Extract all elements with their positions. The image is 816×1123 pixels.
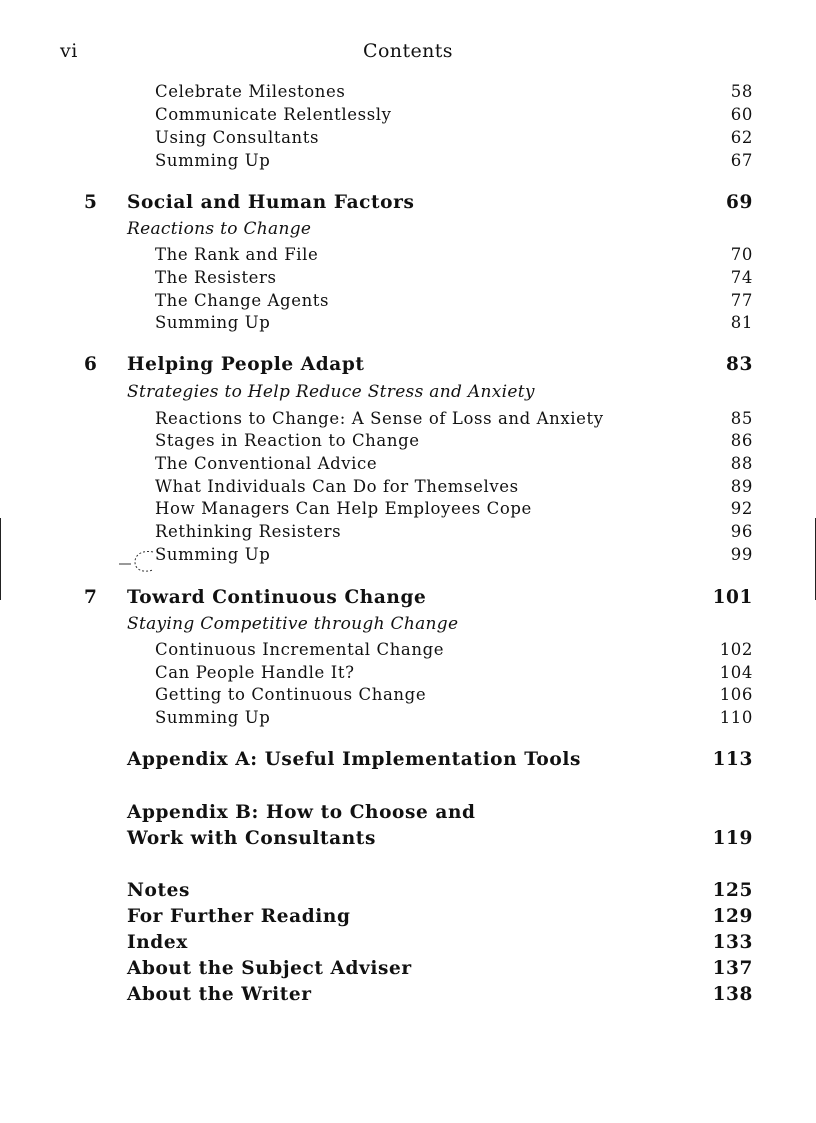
entry-page: 67 — [730, 151, 753, 170]
entry-page: 81 — [730, 313, 753, 332]
toc-entry — [155, 497, 753, 521]
entry-title: Reactions to Change: A Sense of Loss and Anxiety — [155, 409, 604, 428]
appendix-title: Work with Consultants — [127, 828, 376, 849]
toc-entry — [155, 266, 753, 290]
toc-entry — [155, 543, 753, 567]
page-number: vi — [60, 40, 78, 62]
pencil-mark-icon — [117, 548, 157, 576]
entry-title: Getting to Continuous Change — [155, 685, 427, 704]
entry-page: 74 — [730, 268, 753, 287]
entry-page: 110 — [719, 708, 753, 727]
toc-entry — [155, 452, 753, 476]
backmatter-page: 137 — [712, 958, 753, 979]
entry-title: The Change Agents — [155, 291, 330, 310]
appendix-title: Appendix B: How to Choose and — [127, 802, 476, 823]
entry-title: The Resisters — [155, 268, 277, 287]
entry-title: Communicate Relentlessly — [155, 105, 392, 124]
backmatter-title: For Further Reading — [127, 906, 351, 927]
chapter-page: 69 — [726, 192, 753, 213]
backmatter-title: About the Writer — [127, 984, 312, 1005]
chapter-number: 7 — [84, 587, 98, 608]
backmatter-page: 129 — [712, 906, 753, 927]
running-title: Contents — [363, 40, 453, 62]
toc-entry — [155, 289, 753, 313]
backmatter-entry — [127, 957, 753, 981]
backmatter-entry — [127, 983, 753, 1007]
entry-page: 60 — [730, 105, 753, 124]
chapter-subtitle: Strategies to Help Reduce Stress and Anxiety — [127, 382, 535, 402]
entry-title: Summing Up — [155, 545, 271, 564]
backmatter-page: 133 — [712, 932, 753, 953]
chapter-page: 101 — [712, 587, 753, 608]
toc-entry — [155, 429, 753, 453]
chapter-title: Social and Human Factors — [127, 192, 415, 213]
entry-title: Rethinking Resisters — [155, 522, 342, 541]
entry-title: Summing Up — [155, 151, 271, 170]
toc-entry — [155, 243, 753, 267]
toc-entry — [155, 103, 753, 127]
appendix-title: Appendix A: Useful Implementation Tools — [127, 749, 581, 770]
backmatter-entry — [127, 931, 753, 955]
backmatter-page: 125 — [712, 880, 753, 901]
backmatter-entry — [127, 905, 753, 929]
entry-page: 102 — [719, 640, 753, 659]
toc-entry — [155, 407, 753, 431]
entry-page: 70 — [730, 245, 753, 264]
toc-entry — [155, 149, 753, 173]
appendix-page: 119 — [712, 828, 753, 849]
entry-title: Continuous Incremental Change — [155, 640, 445, 659]
entry-title: Summing Up — [155, 313, 271, 332]
entry-page: 89 — [730, 477, 753, 496]
chapter-heading — [84, 191, 753, 215]
entry-title: Using Consultants — [155, 128, 320, 147]
toc-entry — [155, 638, 753, 662]
toc-entry — [155, 126, 753, 150]
entry-page: 85 — [730, 409, 753, 428]
chapter-subtitle: Reactions to Change — [127, 219, 312, 239]
toc-entry — [155, 475, 753, 499]
entry-title: What Individuals Can Do for Themselves — [155, 477, 519, 496]
entry-page: 58 — [730, 82, 753, 101]
entry-title: The Conventional Advice — [155, 454, 378, 473]
appendix-b-entry-line2 — [127, 827, 753, 851]
entry-title: Celebrate Milestones — [155, 82, 346, 101]
entry-page: 92 — [730, 499, 753, 518]
chapter-title: Helping People Adapt — [127, 354, 365, 375]
backmatter-page: 138 — [712, 984, 753, 1005]
page-edge-left — [0, 518, 1, 600]
chapter-page: 83 — [726, 354, 753, 375]
backmatter-entry — [127, 879, 753, 903]
entry-page: 77 — [730, 291, 753, 310]
entry-page: 96 — [730, 522, 753, 541]
chapter-heading — [84, 586, 753, 610]
appendix-page: 113 — [712, 749, 753, 770]
chapter-number: 6 — [84, 354, 98, 375]
chapter-heading — [84, 353, 753, 377]
toc-entry — [155, 661, 753, 685]
entry-page: 62 — [730, 128, 753, 147]
toc-entry — [155, 683, 753, 707]
backmatter-title: Notes — [127, 880, 190, 901]
toc-entry — [155, 80, 753, 104]
backmatter-title: Index — [127, 932, 188, 953]
chapter-title: Toward Continuous Change — [127, 587, 427, 608]
appendix-b-entry-line1 — [127, 801, 753, 825]
entry-title: Summing Up — [155, 708, 271, 727]
appendix-a-entry — [127, 748, 753, 772]
entry-page: 104 — [719, 663, 753, 682]
chapter-subtitle: Staying Competitive through Change — [127, 614, 459, 634]
entry-page: 86 — [730, 431, 753, 450]
entry-title: The Rank and File — [155, 245, 319, 264]
entry-page: 88 — [730, 454, 753, 473]
backmatter-title: About the Subject Adviser — [127, 958, 412, 979]
entry-title: Stages in Reaction to Change — [155, 431, 420, 450]
entry-title: Can People Handle It? — [155, 663, 355, 682]
toc-entry — [155, 706, 753, 730]
toc-entry — [155, 311, 753, 335]
entry-page: 106 — [719, 685, 753, 704]
toc-entry — [155, 520, 753, 544]
entry-page: 99 — [730, 545, 753, 564]
entry-title: How Managers Can Help Employees Cope — [155, 499, 532, 518]
chapter-number: 5 — [84, 192, 98, 213]
